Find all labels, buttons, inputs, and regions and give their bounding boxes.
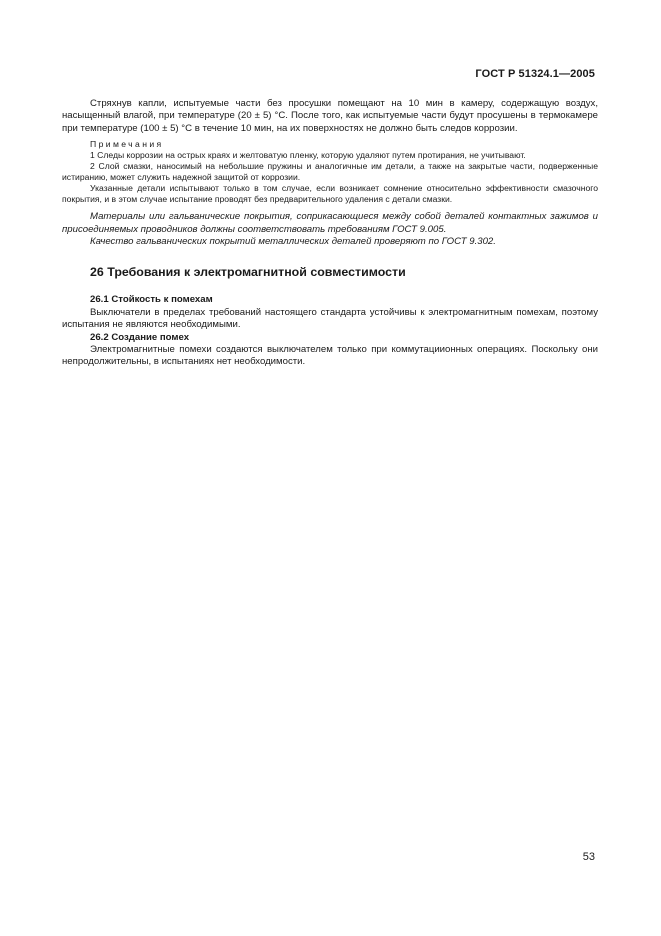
- page-content: [62, 98, 598, 369]
- section-26-2-text: Электромагнитные помехи создаются выключателем только при коммутациионных операциях. Поскольку они непродолжительны, в испытаниях нет необходимости.: [62, 344, 598, 368]
- section-26-title: 26 Требования к электромагнитной совместимости: [90, 265, 406, 280]
- notes-label: Примечания: [90, 139, 164, 150]
- page-number: 53: [582, 851, 595, 863]
- section-26-1-text: Выключатели в пределах требований настоящего стандарта устойчивы к электромагнитным помехам, поэтому испытания не являются необходимыми.: [62, 306, 598, 331]
- note-2: 2 Слой смазки, наносимый на небольшие пружины и аналогичные им детали, а также на закрытые части, подверженные истиранию, может служить надежной защитой от коррозии.: [62, 161, 598, 183]
- italic-paragraph-quality: Качество гальванических покрытий металлических деталей проверяют по ГОСТ 9.302.: [90, 236, 496, 248]
- paragraph-corrosion-test: Стряхнув капли, испытуемые части без просушки помещают на 10 мин в камеру, содержащую воздух, насыщенный влагой, при температуре (20 ± 5) °С. После того, как испытуемые части будут просушены в термокамере при температуре (100 ± 5) °С в течение 10 мин, на их поверхностях не должно быть следов коррозии.: [62, 98, 598, 134]
- note-1: 1 Следы коррозии на острых краях и желтоватую пленку, которую удаляют путем протирания, не учитывают.: [90, 150, 526, 161]
- section-26-1-heading: 26.1 Стойкость к помехам: [90, 294, 213, 306]
- section-26-2-heading: 26.2 Создание помех: [90, 331, 190, 343]
- note-3: Указанные детали испытывают только в том случае, если возникает сомнение относительно эффективности смазочного покрытия, и в этом случае испытание проводят без предварительного удаления с детали смазки.: [62, 183, 598, 205]
- document-code: ГОСТ Р 51324.1—2005: [475, 68, 595, 80]
- italic-paragraph-materials: Материалы или гальванические покрытия, соприкасающиеся между собой деталей контактных зажимов и присоединяемых проводников должны соответствовать требованиям ГОСТ 9.005.: [62, 211, 598, 235]
